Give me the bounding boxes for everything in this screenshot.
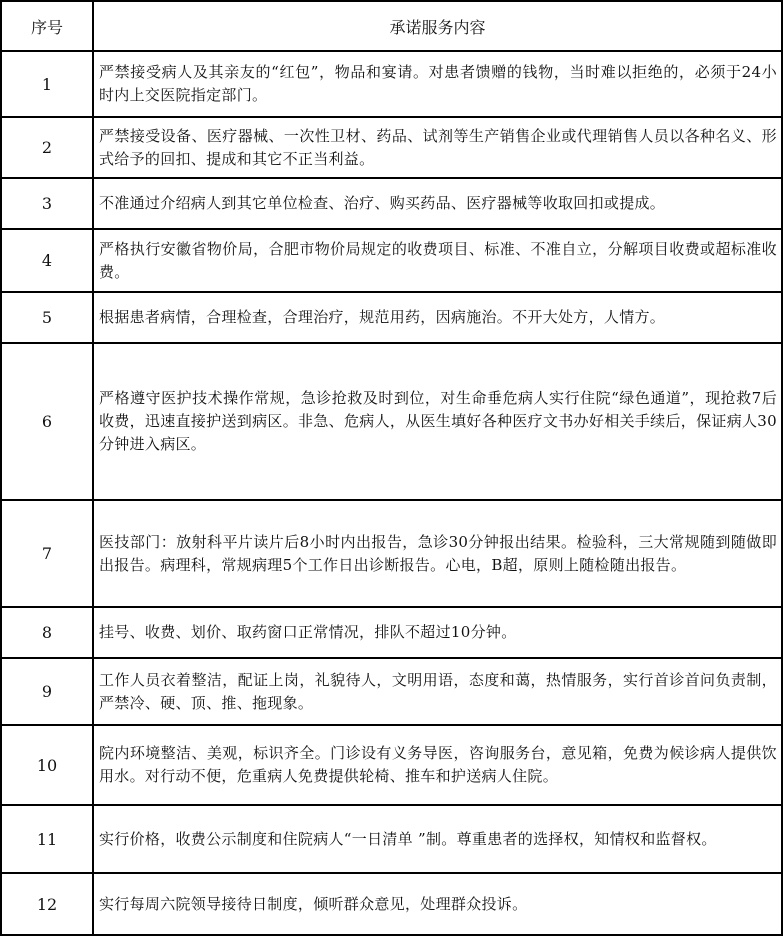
row-content: 严格执行安徽省物价局，合肥市物价局规定的收费项目、标准、不准自立，分解项目收费或超标准收费。 xyxy=(93,229,782,292)
table-row xyxy=(1,343,782,500)
table-row xyxy=(1,51,782,117)
table-row xyxy=(1,607,782,658)
table-row xyxy=(1,229,782,292)
table-row xyxy=(1,292,782,343)
row-number: 8 xyxy=(1,607,93,658)
row-number: 7 xyxy=(1,500,93,607)
row-content: 医技部门：放射科平片读片后8小时内出报告，急诊30分钟报出结果。检验科，三大常规随到随做即出报告。病理科，常规病理5个工作日出诊断报告。心电，B超，原则上随检随出报告。 xyxy=(93,500,782,607)
row-content: 实行每周六院领导接待日制度，倾听群众意见，处理群众投诉。 xyxy=(93,873,782,935)
row-number: 2 xyxy=(1,117,93,178)
table-row xyxy=(1,658,782,725)
row-content: 不准通过介绍病人到其它单位检查、治疗、购买药品、医疗器械等收取回扣或提成。 xyxy=(93,178,782,229)
table-row xyxy=(1,725,782,805)
header-commitment-content: 承诺服务内容 xyxy=(93,1,782,51)
row-number: 5 xyxy=(1,292,93,343)
table-row xyxy=(1,117,782,178)
row-number: 12 xyxy=(1,873,93,935)
row-number: 4 xyxy=(1,229,93,292)
row-content: 实行价格，收费公示制度和住院病人“一日清单 ”制。尊重患者的选择权，知情权和监督权。 xyxy=(93,805,782,873)
table-row xyxy=(1,500,782,607)
row-number: 11 xyxy=(1,805,93,873)
row-number: 10 xyxy=(1,725,93,805)
table-row xyxy=(1,178,782,229)
row-number: 6 xyxy=(1,343,93,500)
header-serial-number: 序号 xyxy=(1,1,93,51)
row-content: 院内环境整洁、美观，标识齐全。门诊设有义务导医，咨询服务台，意见箱，免费为候诊病人提供饮用水。对行动不便，危重病人免费提供轮椅、推车和护送病人住院。 xyxy=(93,725,782,805)
table-header-row xyxy=(1,1,782,51)
row-content: 严格遵守医护技术操作常规，急诊抢救及时到位，对生命垂危病人实行住院“绿色通道”，现抢救7后收费，迅速直接护送到病区。非急、危病人，从医生填好各种医疗文书办好相关手续后，保证病人30分钟进入病区。 xyxy=(93,343,782,500)
table-row xyxy=(1,805,782,873)
row-content: 挂号、收费、划价、取药窗口正常情况，排队不超过10分钟。 xyxy=(93,607,782,658)
row-content: 严禁接受病人及其亲友的“红包”，物品和宴请。对患者馈赠的钱物，当时难以拒绝的，必须于24小时内上交医院指定部门。 xyxy=(93,51,782,117)
row-content: 工作人员衣着整洁，配证上岗，礼貌待人，文明用语，态度和蔼，热情服务，实行首诊首问负责制，严禁冷、硬、顶、推、拖现象。 xyxy=(93,658,782,725)
row-number: 3 xyxy=(1,178,93,229)
row-content: 严禁接受设备、医疗器械、一次性卫材、药品、试剂等生产销售企业或代理销售人员以各种名义、形式给予的回扣、提成和其它不正当利益。 xyxy=(93,117,782,178)
row-number: 1 xyxy=(1,51,93,117)
row-content: 根据患者病情，合理检查，合理治疗，规范用药，因病施治。不开大处方，人情方。 xyxy=(93,292,782,343)
table-row xyxy=(1,873,782,935)
row-number: 9 xyxy=(1,658,93,725)
